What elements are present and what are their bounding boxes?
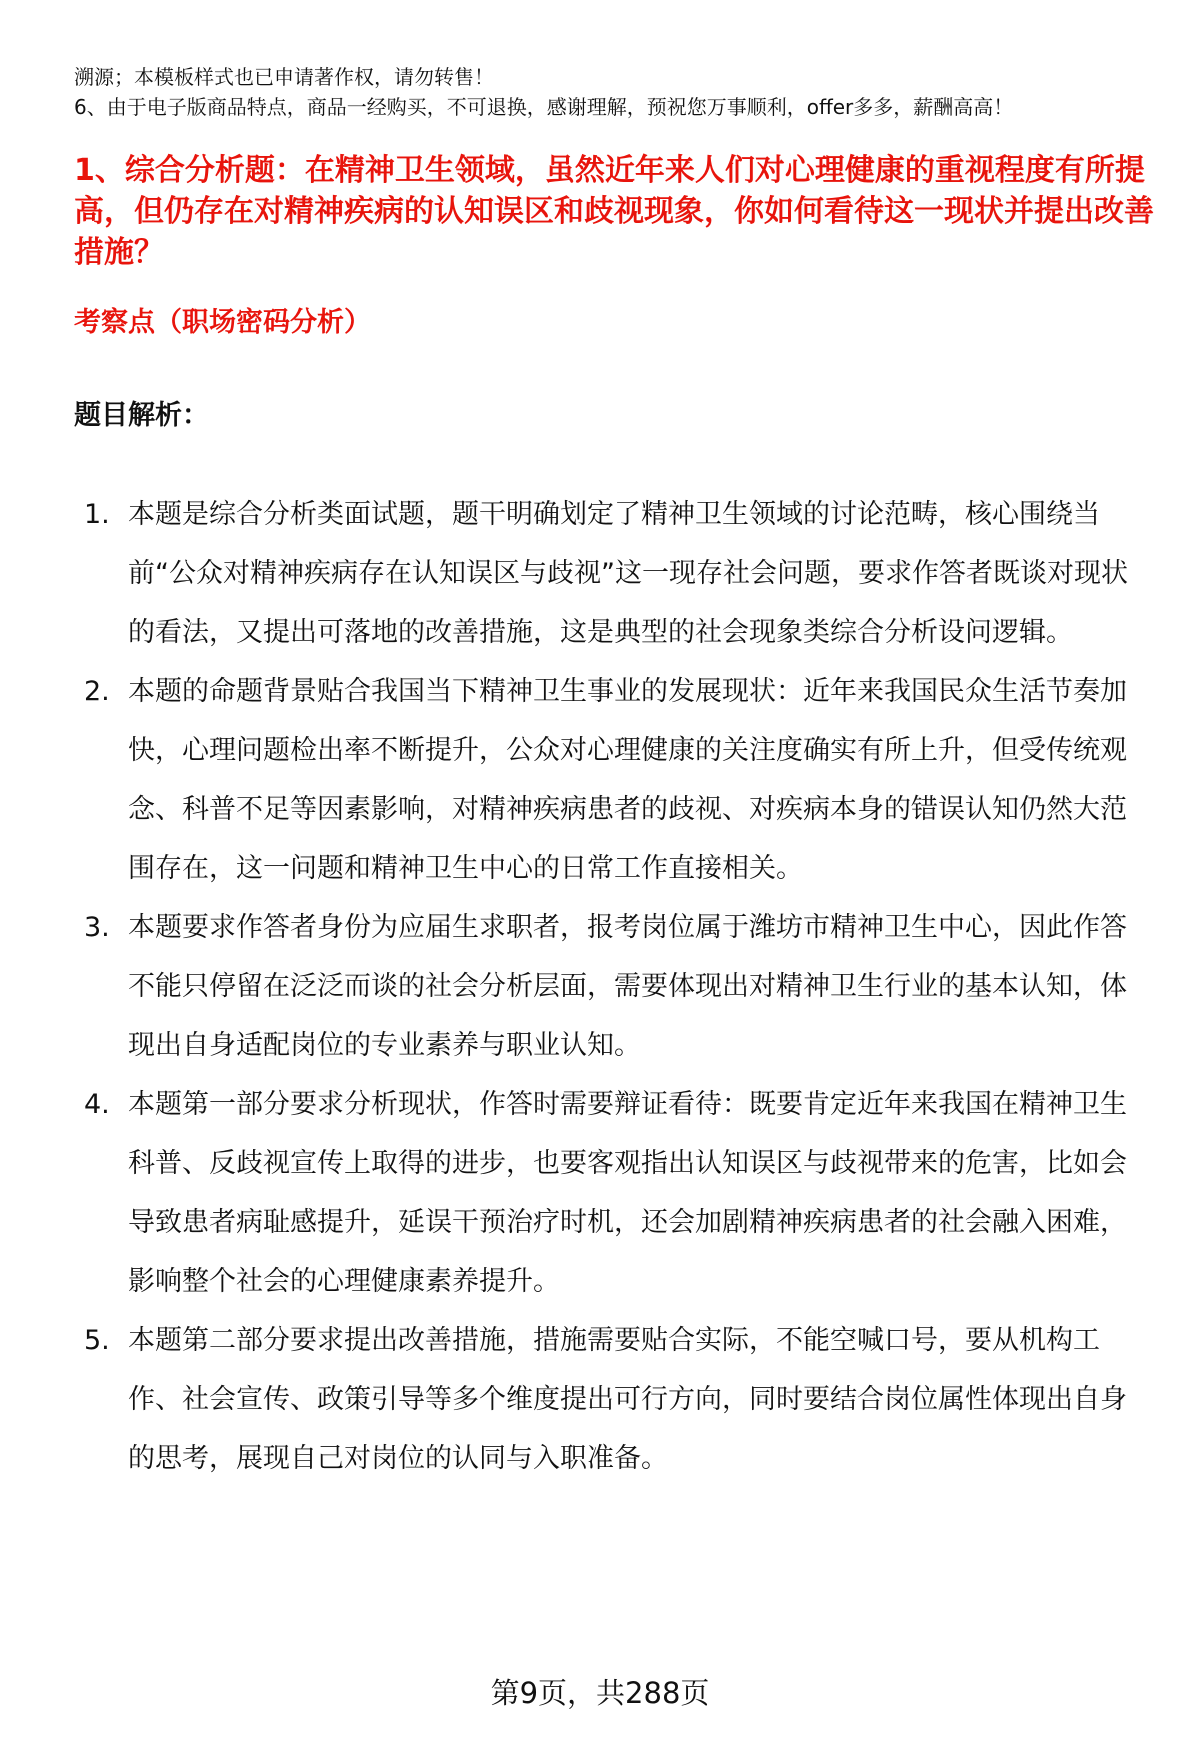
analysis-list	[74, 485, 1144, 1488]
list-item-text: 本题是综合分析类面试题，题干明确划定了精神卫生领域的讨论范畴，核心围绕当前“公众对精神疾病存在认知误区与歧视”这一现存社会问题，要求作答者既谈对现状的看法，又提出可落地的改善措施，这是典型的社会现象类综合分析设问逻辑。	[128, 499, 1128, 648]
list-item-number: 4.	[84, 1089, 110, 1120]
page-number-footer: 第9页，共288页	[490, 1676, 710, 1710]
list-item-number: 5.	[84, 1325, 110, 1356]
list-item-text: 本题要求作答者身份为应届生求职者，报考岗位属于潍坊市精神卫生中心，因此作答不能只停留在泛泛而谈的社会分析层面，需要体现出对精神卫生行业的基本认知，体现出自身适配岗位的专业素养与职业认知。	[128, 912, 1127, 1061]
list-item-number: 1.	[84, 499, 110, 530]
list-item-text: 本题第二部分要求提出改善措施，措施需要贴合实际，不能空喊口号，要从机构工作、社会宣传、政策引导等多个维度提出可行方向，同时要结合岗位属性体现出自身的思考，展现自己对岗位的认同与入职准备。	[128, 1325, 1127, 1474]
kaocha-heading: 考察点（职场密码分析）	[74, 307, 371, 338]
question-title: 1、综合分析题：在精神卫生领域，虽然近年来人们对心理健康的重视程度有所提高，但仍存在对精神疾病的认知误区和歧视现象，你如何看待这一现状并提出改善措施？	[74, 153, 1154, 270]
list-item-text: 本题第一部分要求分析现状，作答时需要辩证看待：既要肯定近年来我国在精神卫生科普、反歧视宣传上取得的进步，也要客观指出认知误区与歧视带来的危害，比如会导致患者病耻感提升，延误干预治疗时机，还会加剧精神疾病患者的社会融入困难，影响整个社会的心理健康素养提升。	[128, 1089, 1127, 1297]
notice-line-2: 6、由于电子版商品特点，商品一经购买，不可退换，感谢理解，预祝您万事顺利，offer多多，薪酬高高！	[74, 95, 1014, 119]
list-item-number: 2.	[84, 676, 110, 707]
analysis-heading: 题目解析：	[74, 400, 209, 431]
notice-line-1: 溯源；本模板样式也已申请著作权，请勿转售！	[74, 65, 494, 89]
list-item	[74, 662, 1144, 898]
list-item-text: 本题的命题背景贴合我国当下精神卫生事业的发展现状：近年来我国民众生活节奏加快，心理问题检出率不断提升，公众对心理健康的关注度确实有所上升，但受传统观念、科普不足等因素影响，对精神疾病患者的歧视、对疾病本身的错误认知仍然大范围存在，这一问题和精神卫生中心的日常工作直接相关。	[128, 676, 1127, 884]
list-item	[74, 1311, 1144, 1488]
list-item	[74, 898, 1144, 1075]
list-item	[74, 485, 1144, 662]
list-item	[74, 1075, 1144, 1311]
list-item-number: 3.	[84, 912, 110, 943]
